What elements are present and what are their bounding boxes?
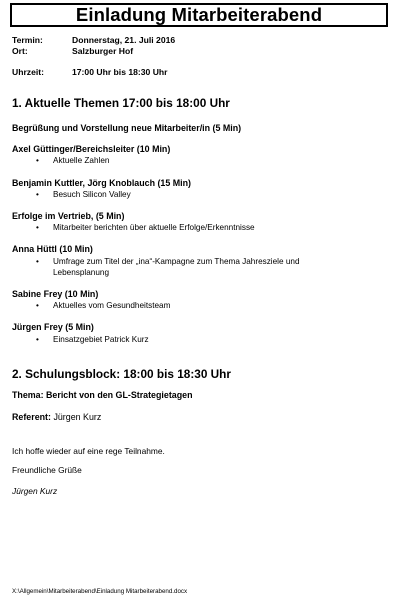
ort-value: Salzburger Hof <box>72 46 134 56</box>
referent-value: Jürgen Kurz <box>53 412 102 422</box>
agenda-bullet-text: Besuch Silicon Valley <box>53 190 131 199</box>
bullet-icon: • <box>36 156 39 165</box>
agenda-bullet-text: Umfrage zum Titel der „ina“-Kampagne zum Thema Jahresziele und Lebensplanung <box>53 257 300 277</box>
agenda-bullet-text: Einsatzgebiet Patrick Kurz <box>53 335 149 344</box>
referent-label: Referent: <box>12 412 51 422</box>
document-title-text: Einladung Mitarbeiterabend <box>75 4 323 25</box>
bullet-icon: • <box>36 335 39 344</box>
bullet-icon: • <box>36 190 39 199</box>
greeting-line: Freundliche Grüße <box>12 465 82 475</box>
bullet-icon: • <box>36 223 39 232</box>
agenda-item-title: Begrüßung und Vorstellung neue Mitarbeiter/in (5 Min) <box>12 123 242 133</box>
agenda-item-title: Erfolge im Vertrieb, (5 Min) <box>12 211 125 221</box>
agenda-item-title: Anna Hüttl (10 Min) <box>12 244 93 254</box>
agenda-item-title: Axel Güttinger/Bereichsleiter (10 Min) <box>12 144 171 154</box>
document-title <box>10 3 388 27</box>
termin-value: Donnerstag, 21. Juli 2016 <box>72 35 176 45</box>
section1-heading: 1. Aktuelle Themen 17:00 bis 18:00 Uhr <box>12 96 230 110</box>
agenda-item-title: Jürgen Frey (5 Min) <box>12 322 94 332</box>
closing-line: Ich hoffe wieder auf eine rege Teilnahme. <box>12 446 165 456</box>
signature: Jürgen Kurz <box>12 486 58 496</box>
bullet-icon: • <box>36 301 39 310</box>
footer-file-path: X:\Allgemein\Mitarbeiterabend\Einladung Mitarbeiterabend.docx <box>12 588 188 595</box>
agenda-item-title: Benjamin Kuttler, Jörg Knoblauch (15 Min) <box>12 178 191 188</box>
section2-heading: 2. Schulungsblock: 18:00 bis 18:30 Uhr <box>12 367 231 381</box>
section2-referent <box>12 412 101 422</box>
ort-label: Ort: <box>12 46 28 56</box>
agenda-item-title: Sabine Frey (10 Min) <box>12 289 99 299</box>
uhrzeit-label: Uhrzeit: <box>12 67 44 77</box>
agenda-bullet-text: Aktuelles vom Gesundheitsteam <box>53 301 171 310</box>
agenda-bullet-text: Mitarbeiter berichten über aktuelle Erfolge/Erkenntnisse <box>53 223 255 232</box>
uhrzeit-value: 17:00 Uhr bis 18:30 Uhr <box>72 67 168 77</box>
termin-label: Termin: <box>12 35 43 45</box>
agenda-bullet-text: Aktuelle Zahlen <box>53 156 110 165</box>
section2-thema: Thema: Bericht von den GL-Strategietagen <box>12 390 193 400</box>
bullet-icon: • <box>36 257 39 266</box>
